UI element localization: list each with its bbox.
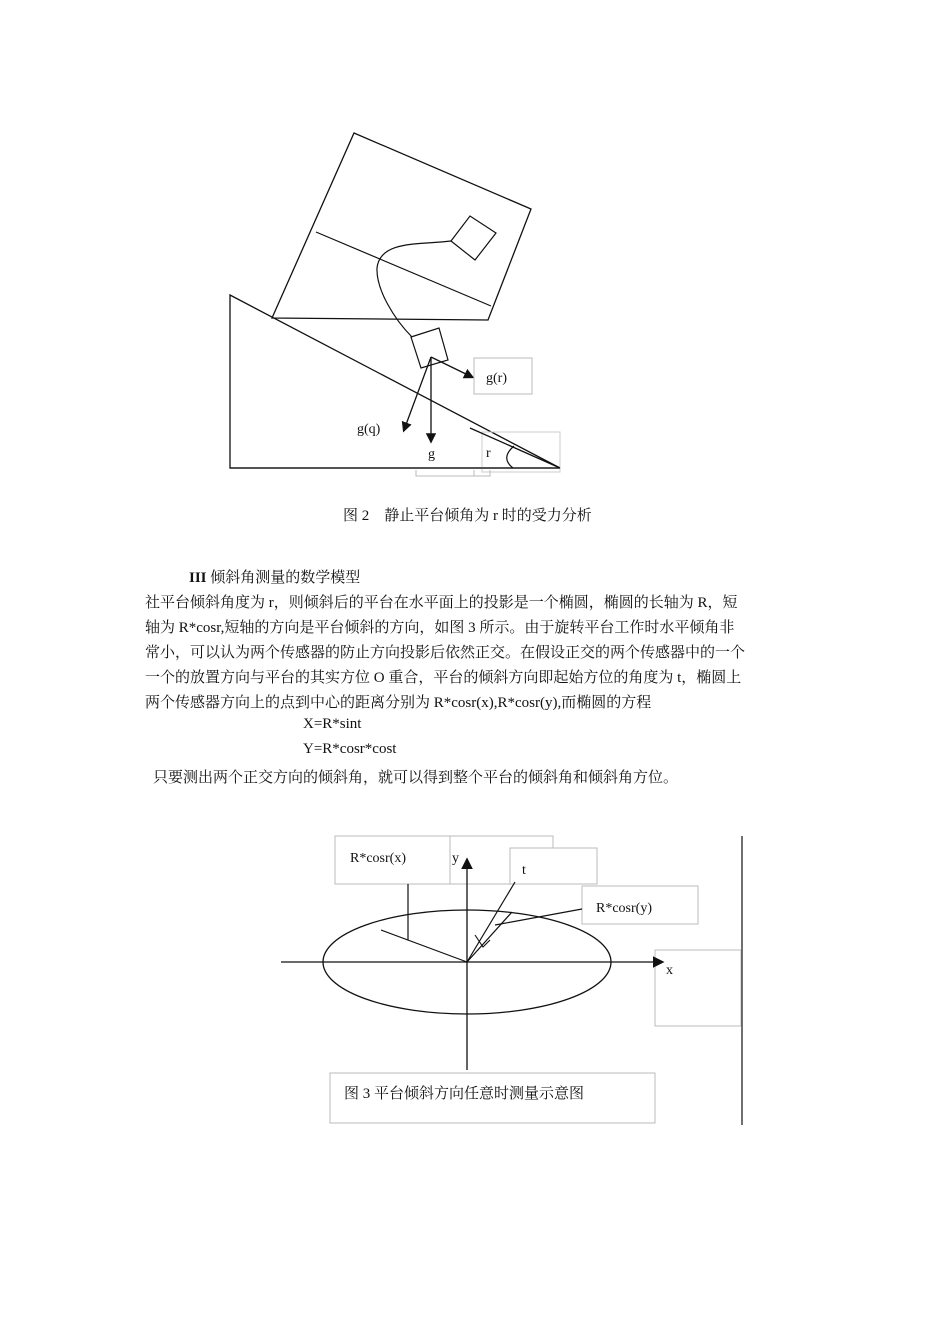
x-label-box xyxy=(655,950,741,1026)
base-bracket xyxy=(416,470,490,476)
section-heading-text: 倾斜角测量的数学模型 xyxy=(210,570,361,586)
tilted-platform xyxy=(272,133,531,320)
x-axis-label: x xyxy=(666,963,673,978)
section-heading-number: III xyxy=(189,570,207,586)
platform-divider xyxy=(316,232,491,306)
y-axis-label: y xyxy=(452,851,459,866)
gr-force-arrow xyxy=(431,357,472,377)
rx-label: R*cosr(x) xyxy=(350,851,406,866)
sensor-connector-curve xyxy=(377,241,451,337)
gr-label: g(r) xyxy=(486,371,507,386)
paragraph-line-3: 常小，可以认为两个传感器的防止方向投影后依然正交。在假设正交的两个传感器中的一个 xyxy=(145,645,746,661)
ry-vector xyxy=(467,912,512,962)
g-label: g xyxy=(428,447,435,462)
conclusion-line: 只要测出两个正交方向的倾斜角，就可以得到整个平台的倾斜角和倾斜角方位。 xyxy=(153,770,679,786)
figure-3-caption: 图 3 平台倾斜方向任意时测量示意图 xyxy=(344,1086,585,1102)
rx-vector xyxy=(381,930,467,962)
t-vector xyxy=(467,882,515,962)
r-label: r xyxy=(486,446,491,461)
section-heading xyxy=(189,566,360,587)
equation-y: Y=R*cosr*cost xyxy=(303,741,397,757)
upper-sensor-box xyxy=(451,216,496,260)
figure-2-caption: 图 2 静止平台倾角为 r 时的受力分析 xyxy=(343,508,592,524)
figure-2-diagram xyxy=(0,0,950,500)
angle-arc xyxy=(507,446,514,468)
figure-3-diagram xyxy=(0,820,950,1140)
paragraph-line-2: 轴为 R*cosr,短轴的方向是平台倾斜的方向，如图 3 所示。由于旋转平台工作时水平倾角非 xyxy=(145,620,735,636)
ry-label: R*cosr(y) xyxy=(596,901,652,916)
gq-label: g(q) xyxy=(357,422,381,437)
equation-x: X=R*sint xyxy=(303,716,362,732)
gq-force-arrow xyxy=(404,357,431,430)
t-label: t xyxy=(522,863,526,878)
paragraph-line-1: 社平台倾斜角度为 r，则倾斜后的平台在水平面上的投影是一个椭圆，椭圆的长轴为 R，短 xyxy=(145,595,738,611)
paragraph-line-5: 两个传感器方向上的点到中心的距离分别为 R*cosr(x),R*cosr(y),而椭圆的方程 xyxy=(145,695,652,711)
incline-hypotenuse-end xyxy=(470,428,560,468)
paragraph-line-4: 一个的放置方向与平台的其实方位 O 重合，平台的倾斜方向即起始方位的角度为 t，椭圆上 xyxy=(145,670,742,686)
